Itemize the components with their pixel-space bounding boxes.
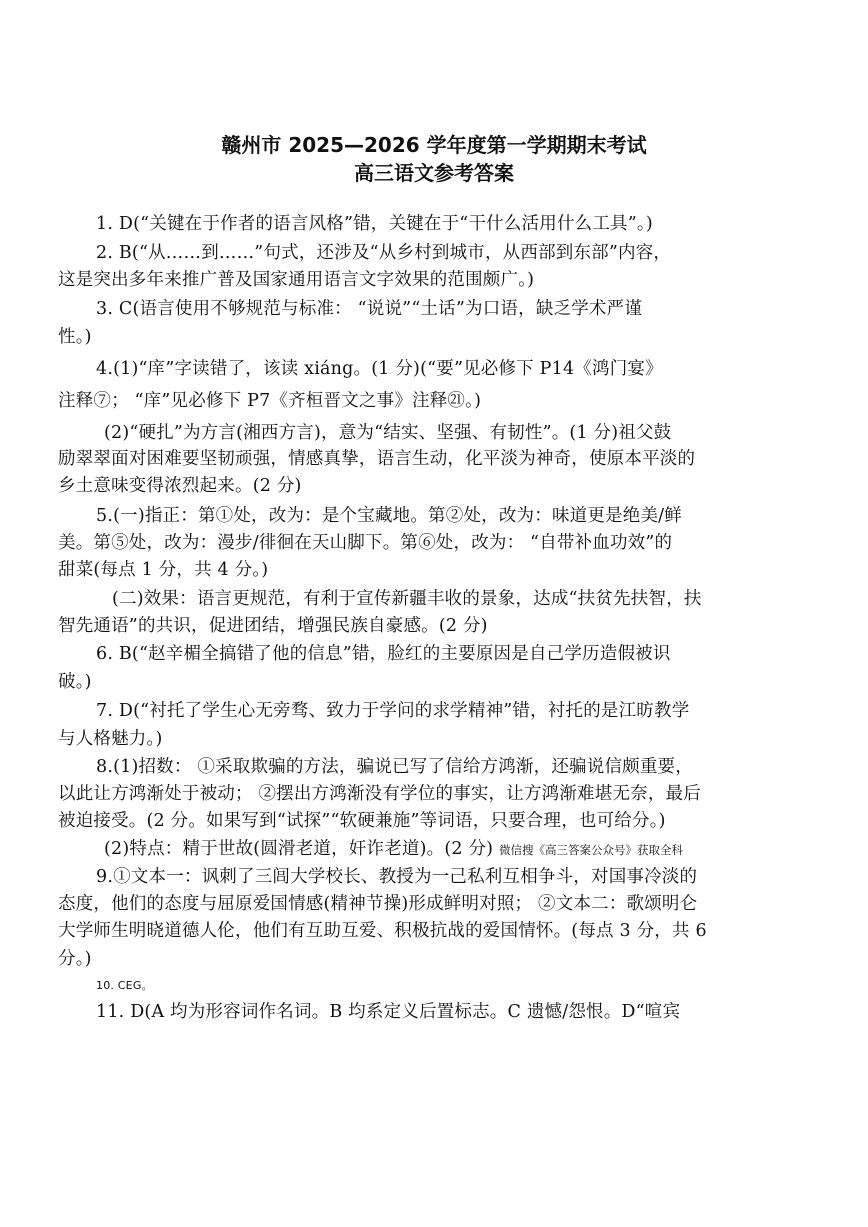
answer-8-line-2: 以此让方鸿渐处于被动； ②摆出方鸿渐没有学位的事实，让方鸿渐难堪无奈，最后 [58, 784, 701, 804]
answer-2-line-2: 这是突出多年来推广普及国家通用语言文字效果的范围颇广。) [58, 270, 535, 290]
answer-4-2-line-2: 励翠翠面对困难要坚韧顽强，情感真挚，语言生动，化平淡为神奇，使原本平淡的 [58, 449, 696, 469]
answer-7-line-2: 与人格魅力。) [58, 729, 163, 749]
answer-11-line-1: 11. D(A 均为形容词作名词。B 均系定义后置标志。C 遗憾/怨恨。D“喧宾 [96, 1002, 681, 1022]
answer-9-line-1: 9.①文本一：讽刺了三闾大学校长、教授为一己私利互相争斗，对国事冷淡的 [96, 867, 698, 887]
answer-9-line-2: 态度，他们的态度与屈原爱国情感(精神节操)形成鲜明对照； ②文本二：歌颂明仑 [58, 894, 698, 914]
answer-5-line-1: 5.(一)指正：第①处，改为：是个宝藏地。第②处，改为：味道更是绝美/鲜 [96, 506, 682, 526]
answer-9-line-4: 分。) [58, 949, 92, 969]
answer-4-line-1: 4.(1)“庠”字读错了，该读 xiáng。(1 分)(“要”见必修下 P14《鸿门宴》 [96, 359, 663, 379]
answer-8-2 [104, 836, 683, 863]
answer-8-line-3: 被迫接受。(2 分。如果写到“试探”“软硬兼施”等词语，只要合理，也可给分。) [58, 811, 666, 831]
answer-2-line-1: 2. B(“从……到……”句式，还涉及“从乡村到城市，从西部到东部”内容， [96, 243, 672, 263]
answer-10: 10. CEG。 [96, 979, 153, 992]
answer-4-line-2: 注释⑦； “庠”见必修下 P7《齐桓晋文之事》注释㉑。) [58, 391, 482, 411]
answer-5-2-line-2: 智先通语”的共识，促进团结，增强民族自豪感。(2 分) [58, 616, 488, 636]
answer-4-2-line-1: (2)“硬扎”为方言(湘西方言)，意为“结实、坚强、有韧性”。(1 分)祖父鼓 [104, 423, 672, 443]
answer-8-2-text: (2)特点：精于世故(圆滑老道，奸诈老道)。(2 分) [104, 839, 494, 859]
answer-6-line-1: 6. B(“赵辛楣全搞错了他的信息”错，脸红的主要原因是自己学历造假被识 [96, 644, 671, 664]
answer-6-line-2: 破。) [58, 672, 92, 692]
answer-3-line-2: 性。) [58, 327, 92, 347]
answer-5-2-line-1: (二)效果：语言更规范，有利于宣传新疆丰收的景象，达成“扶贫先扶智，扶 [112, 589, 702, 609]
answer-1: 1. D(“关键在于作者的语言风格”错，关键在于“干什么活用什么工具”。) [96, 214, 653, 234]
answer-3-line-1: 3. C(语言使用不够规范与标准： “说说”“土话”为口语，缺乏学术严谨 [96, 299, 643, 319]
watermark-note: 微信搜《高三答案公众号》获取全科 [498, 843, 683, 857]
exam-subtitle: 高三语文参考答案 [354, 161, 514, 185]
answer-5-line-3: 甜菜(每点 1 分，共 4 分。) [58, 560, 269, 580]
exam-title: 赣州市 2025—2026 学年度第一学期期末考试 [221, 133, 647, 157]
answer-9-line-3: 大学师生明晓道德人伦，他们有互助互爱、积极抗战的爱国情怀。(每点 3 分，共 6 [58, 921, 707, 941]
answer-7-line-1: 7. D(“衬托了学生心无旁骛、致力于学问的求学精神”错，衬托的是江昉教学 [96, 701, 690, 721]
answer-8-line-1: 8.(1)招数： ①采取欺骗的方法，骗说已写了信给方鸿渐，还骗说信颇重要， [96, 757, 693, 777]
answer-4-2-line-3: 乡土意味变得浓烈起来。(2 分) [58, 476, 302, 496]
answer-5-line-2: 美。第⑤处，改为：漫步/徘徊在天山脚下。第⑥处，改为： “自带补血功效”的 [58, 533, 673, 553]
